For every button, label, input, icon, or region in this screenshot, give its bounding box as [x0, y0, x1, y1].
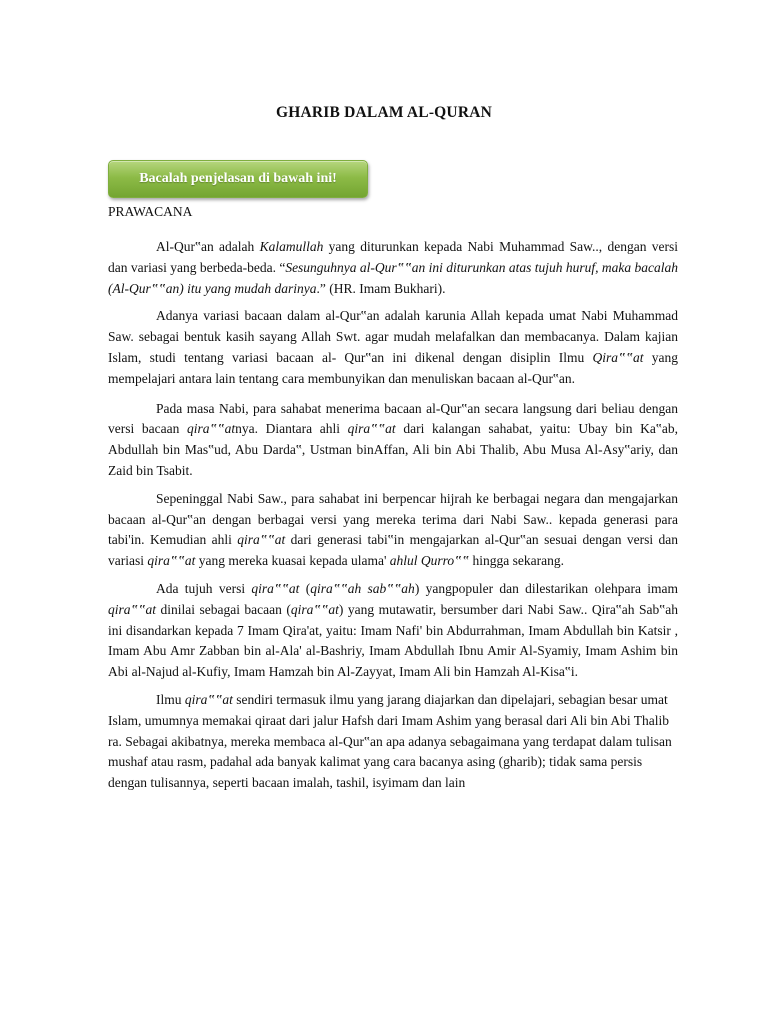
text-run: dari kalangan sahabat, yaitu: Ubay bin Ka‟ab, Abdullah bin Mas‟ud, Abu Darda‟, Ustman binAffan, Ali bin Abi Thalib, Abu Musa Al-Asy‟ariy, dan Zaid bin Tsabit.	[108, 421, 678, 478]
text-run: Al-Qur‟an adalah	[156, 239, 260, 254]
italic-term: qira‟‟at	[237, 532, 286, 548]
document-body	[108, 237, 678, 794]
read-instruction-button[interactable]: Bacalah penjelasan di bawah ini!	[108, 160, 368, 198]
text-run: sendiri termasuk ilmu yang jarang diajarkan dan dipelajari, sebagian besar umat Islam, umumnya memakai qiraat dari jalur Hafsh dari Imam Ashim yang berasal dari Ali bin Abi Thalib ra. Sebagai akibatnya, mereka membaca al-Qur‟an apa adanya sebagaimana yang terdapat dalam tulisan mushaf atau rasm, padahal ada banyak kalimat yang cara bacanya asing (gharib); tidak sama persis dengan tulisannya, seperti bacaan imalah, tashil, isyimam dan lain	[108, 691, 672, 791]
italic-term: qira‟‟at	[184, 691, 233, 707]
text-run: Ada tujuh versi	[156, 580, 252, 596]
text-run: Ilmu	[156, 691, 185, 707]
paragraph	[108, 579, 678, 683]
text-run: ) yang mutawatir, bersumber dari Nabi Saw.. Qira‟ah Sab‟ah ini disandarkan kepada 7 Imam Qira'at, yaitu: Imam Nafi' bin Abdurrahman, Imam Abdullah bin Katsir , Imam Abu Amr Zabban bin al-Ala' al-Bashriy, Imam Abdullah Ibnu Amir Al-Syamiy, Imam Ashim bin Abi al-Najud al-Kufiy, Imam Hamzah bin Al-Zayyat, Imam Ali bin Hamzah Al-Kisa‟i.	[108, 601, 678, 680]
italic-term: qira‟‟at	[108, 601, 157, 617]
text-run: hingga sekarang.	[469, 553, 565, 569]
text-run: (	[299, 580, 311, 596]
italic-term: Sesunguhnya al-Qur‟‟an ini diturunkan atas tujuh huruf, maka bacalah (Al-Qur‟‟an) itu yang mudah darinya	[108, 259, 678, 296]
paragraph	[108, 399, 678, 482]
text-run: ) yangpopuler dan dilestarikan olehpara imam	[414, 580, 678, 596]
text-run: nya. Diantara ahli	[235, 421, 348, 437]
text-run: dinilai sebagai bacaan (	[156, 601, 291, 617]
text-run: .” (HR. Imam Bukhari).	[316, 280, 446, 296]
paragraph	[108, 306, 678, 389]
paragraph	[108, 237, 678, 299]
italic-term: qira‟‟ah sab‟‟ah	[310, 580, 415, 596]
paragraph	[108, 690, 678, 794]
italic-term: qira‟‟at	[290, 601, 339, 617]
document-title: GHARIB DALAM AL-QURAN	[275, 104, 493, 121]
text-run: yang diturunkan kepada Nabi Muhammad Saw.., dengan versi dan variasi yang berbeda-beda. “	[108, 239, 678, 275]
italic-term: qira‟‟at	[187, 421, 236, 437]
text-run: yang mereka kuasai kepada ulama'	[195, 553, 390, 569]
text-run: Adanya variasi bacaan dalam al-Qur‟an adalah karunia Allah kepada umat Nabi Muhammad Saw. sebagai bentuk kasih sayang Allah Swt. agar mudah melafalkan dan membacanya. Dalam kajian Islam, studi tentang variasi bacaan al- Qur‟an ini dikenal dengan disiplin Ilmu	[108, 308, 678, 365]
text-run: Sepeninggal Nabi Saw., para sahabat ini berpencar hijrah ke berbagai negara dan mengajarkan bacaan al-Qur‟an dengan berbagai versi yang mereka terima dari Nabi Saw.. kepada generasi para tabi'in. Kemudian ahli	[108, 490, 678, 548]
text-run: Pada masa Nabi, para sahabat menerima bacaan al-Qur‟an secara langsung dari beliau dengan versi bacaan	[108, 400, 678, 437]
italic-term: qira‟‟at	[347, 421, 396, 437]
text-run: yang mempelajari antara lain tentang cara membunyikan dan menuliskan bacaan al-Qur‟an.	[108, 349, 678, 386]
italic-term: Qira‟‟at	[592, 349, 644, 365]
italic-term: Kalamullah	[259, 239, 324, 254]
section-heading: PRAWACANA	[108, 204, 193, 219]
italic-term: qira‟‟at	[147, 553, 196, 569]
italic-term: qira‟‟at	[251, 580, 300, 596]
italic-term: ahlul Qurro‟‟	[389, 553, 470, 569]
paragraph	[108, 489, 678, 572]
text-run: dari generasi tabi‟in mengajarkan al-Qur‟an sesuai dengan versi dan variasi	[108, 532, 679, 569]
